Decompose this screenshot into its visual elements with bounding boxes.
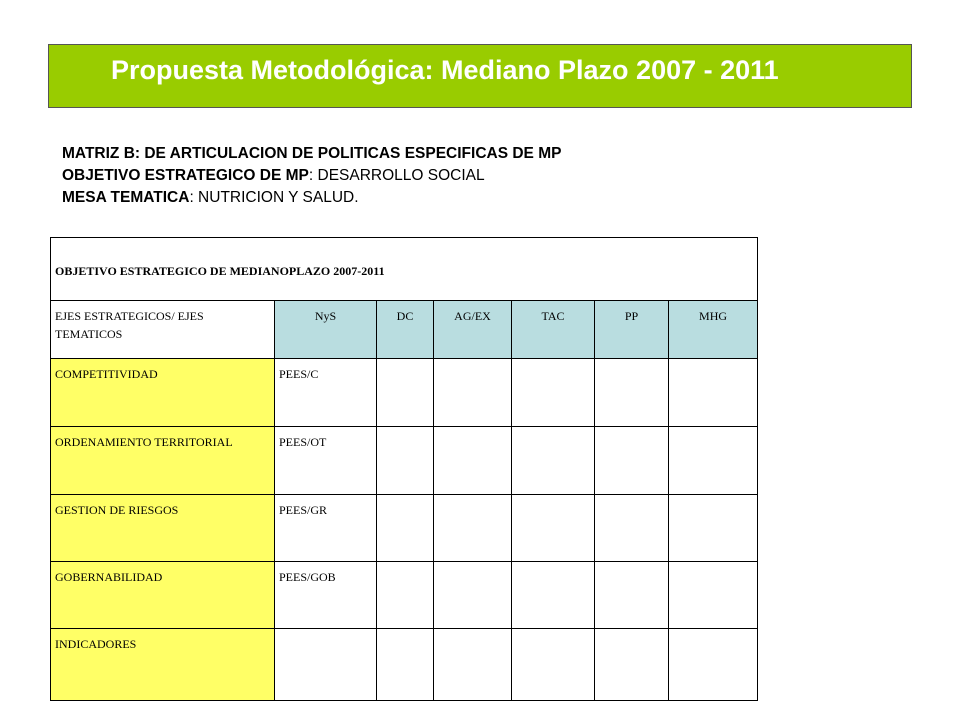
objective-header: OBJETIVO ESTRATEGICO DE MEDIANOPLAZO 2007-2011 — [51, 238, 758, 301]
axis-cell: INDICADORES — [51, 629, 275, 701]
matrix-title: MATRIZ B: DE ARTICULACION DE POLITICAS ESPECIFICAS DE MP — [62, 145, 562, 162]
empty-cell — [669, 629, 758, 701]
thematic-table — [62, 187, 561, 209]
axis-cell: ORDENAMIENTO TERRITORIAL — [51, 427, 275, 495]
table-row — [51, 359, 758, 427]
column-header: MHG — [669, 301, 758, 359]
empty-cell — [434, 359, 512, 427]
empty-cell — [595, 629, 669, 701]
table-row — [51, 427, 758, 495]
axis-cell: GESTION DE RIESGOS — [51, 495, 275, 562]
empty-cell — [434, 629, 512, 701]
strategic-objective-label: OBJETIVO ESTRATEGICO DE MP — [62, 167, 309, 184]
table-row — [51, 495, 758, 562]
strategic-objective — [62, 165, 561, 187]
column-header: TAC — [512, 301, 595, 359]
table-row — [51, 562, 758, 629]
empty-cell — [512, 495, 595, 562]
column-header: AG/EX — [434, 301, 512, 359]
empty-cell — [377, 427, 434, 495]
code-cell: PEES/GR — [275, 495, 377, 562]
title-bar — [48, 44, 912, 108]
thematic-table-value: : NUTRICION Y SALUD. — [189, 189, 359, 206]
empty-cell — [512, 427, 595, 495]
empty-cell — [377, 495, 434, 562]
code-cell: PEES/OT — [275, 427, 377, 495]
objective-row — [51, 238, 758, 301]
empty-cell — [669, 427, 758, 495]
axis-cell: GOBERNABILIDAD — [51, 562, 275, 629]
column-header: PP — [595, 301, 669, 359]
header-row — [51, 301, 758, 359]
empty-cell — [512, 629, 595, 701]
column-header: NyS — [275, 301, 377, 359]
code-cell: PEES/GOB — [275, 562, 377, 629]
code-cell: PEES/C — [275, 359, 377, 427]
thematic-table-label: MESA TEMATICA — [62, 189, 190, 206]
empty-cell — [669, 562, 758, 629]
slide-title: Propuesta Metodológica: Mediano Plazo 2007 - 2011 — [111, 55, 779, 85]
table-row — [51, 629, 758, 701]
empty-cell — [669, 495, 758, 562]
empty-cell — [595, 427, 669, 495]
empty-cell — [434, 562, 512, 629]
empty-cell — [512, 562, 595, 629]
empty-cell — [377, 629, 434, 701]
axes-header: EJES ESTRATEGICOS/ EJES TEMATICOS — [51, 301, 275, 359]
empty-cell — [377, 359, 434, 427]
empty-cell — [595, 562, 669, 629]
subheader — [62, 143, 561, 209]
empty-cell — [434, 427, 512, 495]
empty-cell — [377, 562, 434, 629]
axis-cell: COMPETITIVIDAD — [51, 359, 275, 427]
empty-cell — [595, 359, 669, 427]
empty-cell — [669, 359, 758, 427]
empty-cell — [595, 495, 669, 562]
empty-cell — [512, 359, 595, 427]
column-header: DC — [377, 301, 434, 359]
strategic-objective-value: : DESARROLLO SOCIAL — [308, 167, 485, 184]
code-cell — [275, 629, 377, 701]
articulation-matrix — [50, 237, 758, 701]
empty-cell — [434, 495, 512, 562]
